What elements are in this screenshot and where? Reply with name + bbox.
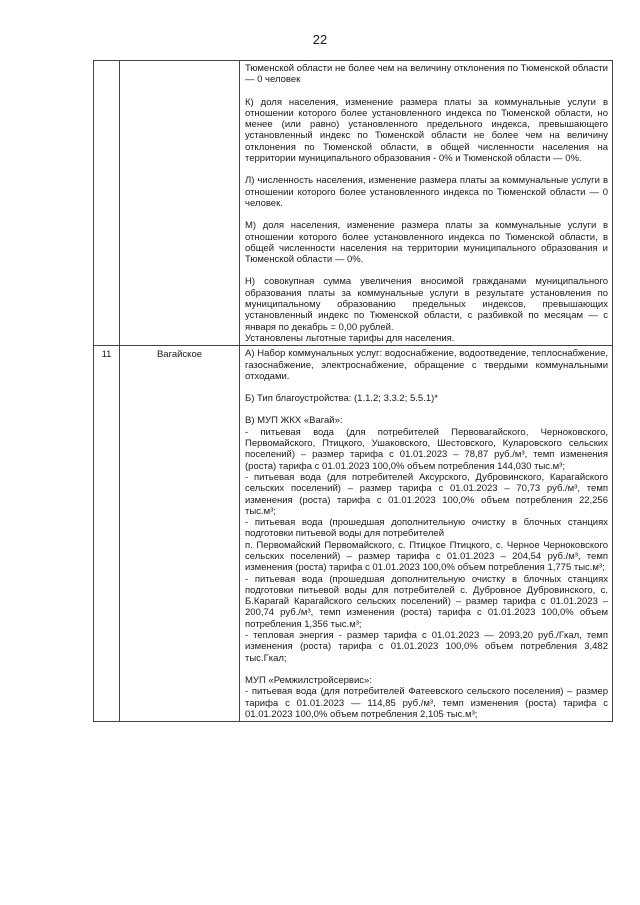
municipality-cell	[120, 346, 240, 722]
paragraph: - питьевая вода (прошедшая дополнительную очистку в блочных станциях подготовки питьевой воды для потребителей	[245, 517, 608, 540]
row-number	[94, 61, 119, 64]
paragraph: Тюменской области не более чем на величину отклонения по Тюменской области — 0 человек	[245, 63, 608, 86]
paragraph-gap	[245, 209, 608, 220]
paragraph-gap	[245, 265, 608, 276]
paragraph: - питьевая вода (для потребителей Фатеевского сельского поселения) – размер тарифа с 01.01.2023 — 114,85 руб./м³, темп изменения (роста) тарифа с 01.01.2023 100,0% объем потребления 2,105 тыс.м³;	[245, 686, 608, 720]
paragraph: А) Набор коммунальных услуг: водоснабжение, водоотведение, теплоснабжение, газоснабжение, электроснабжение, обращение с твердыми коммунальными отходами.	[245, 348, 608, 382]
paragraph-gap	[245, 664, 608, 675]
row-number: 11	[101, 349, 112, 361]
description-cell	[240, 346, 613, 722]
paragraph: Л) численность населения, изменение размера платы за коммунальные услуги в отношении которого более установленного индекса по Тюменской области — 0 человек.	[245, 175, 608, 209]
paragraph: п. Первомайский Первомайского, с. Птицкое Птицкого, с. Черное Черноковского сельских поселений) – размер тарифа с 01.01.2023 – 204,54 руб./м³, темп изменения (роста) тарифа с 01.01.2023 100,0% объем потребления 1,775 тыс.м³;	[245, 539, 608, 574]
paragraph: - питьевая вода (прошедшая дополнительную очистку в блочных станциях подготовки питьевой воды для потребителей с. Дубровное Дубровинского, с. Б.Карагай Карагайского сельских поселений) – размер тарифа с 01.01.2023 – 200,74 руб./м³, темп изменения (роста) тарифа с 01.01.2023 100,0% объем потребления 1,356 тыс.м³;	[245, 573, 608, 630]
paragraph: МУП «Ремжилстройсервис»:	[245, 674, 372, 686]
paragraph: - питьевая вода (для потребителей Аксурского, Дубровинского, Карагайского сельских поселений) – размер тарифа с 01.01.2023 – 70,73 руб./м³, темп изменения (роста) тарифа с 01.01.2023 100,0% объем потребления 22,256 тыс.м³;	[245, 471, 608, 517]
paragraph: Б) Тип благоустройства: (1.1.2; 3.3.2; 5.5.1)*	[245, 393, 438, 405]
table-row	[94, 346, 613, 722]
paragraph: К) доля населения, изменение размера платы за коммунальные услуги в отношении которого более установленного индекса по Тюменской области, но менее (или равно) установленного предельного индекса, превышающего установленный индекс по Тюменской области не более чем на величину отклонения по Тюменской области, в общей численности населения на территории муниципального образования - 0% и Тюменской области — 0%.	[245, 96, 608, 165]
paragraph: - питьевая вода (для потребителей Первовагайского, Черноковского, Первомайского, Птицкого, Ушаковского, Шестовского, Куларовского сельских поселений) – размер тарифа с 01.01.2023 – 78,87 руб./м³, темп изменения (роста) тарифа с 01.01.2023 100,0% объем потребления 144,030 тыс.м³;	[245, 426, 608, 472]
paragraph-gap	[245, 404, 608, 415]
paragraph: В) МУП ЖКХ «Вагай»:	[245, 415, 343, 427]
description-cell	[240, 61, 613, 346]
municipality-name	[120, 61, 239, 64]
paragraph: - тепловая энергия - размер тарифа с 01.01.2023 — 2093,20 руб./Гкал, темп изменения (роста) тарифа с 01.01.2023 100,0% объем потребления 3,482 тыс.Гкал;	[245, 630, 608, 664]
row-number-cell	[94, 61, 120, 346]
table-row	[94, 61, 613, 346]
paragraph: Установлены льготные тарифы для населения.	[245, 332, 455, 344]
municipality-name: Вагайское	[156, 349, 203, 361]
municipality-cell	[120, 61, 240, 346]
paragraph: М) доля населения, изменение размера платы за коммунальные услуги в отношении которого более установленного индекса по Тюменской области, в общей численности населения на территории муниципального образования и Тюменской области — 0%.	[245, 220, 608, 266]
page-number: 22	[312, 32, 328, 47]
paragraph: Н) совокупная сумма увеличения вносимой гражданами муниципального образования платы за коммунальные услуги в результате установления по муниципальному образованию предельных индексов, превышающих установленный индекс по Тюменской области, с разбивкой по месяцам — с января по декабрь = 0,00 рублей.	[245, 276, 608, 333]
tariff-table	[93, 60, 613, 722]
paragraph-gap	[245, 382, 608, 393]
paragraph-gap	[245, 86, 608, 97]
row-number-cell	[94, 346, 120, 722]
paragraph-gap	[245, 164, 608, 175]
